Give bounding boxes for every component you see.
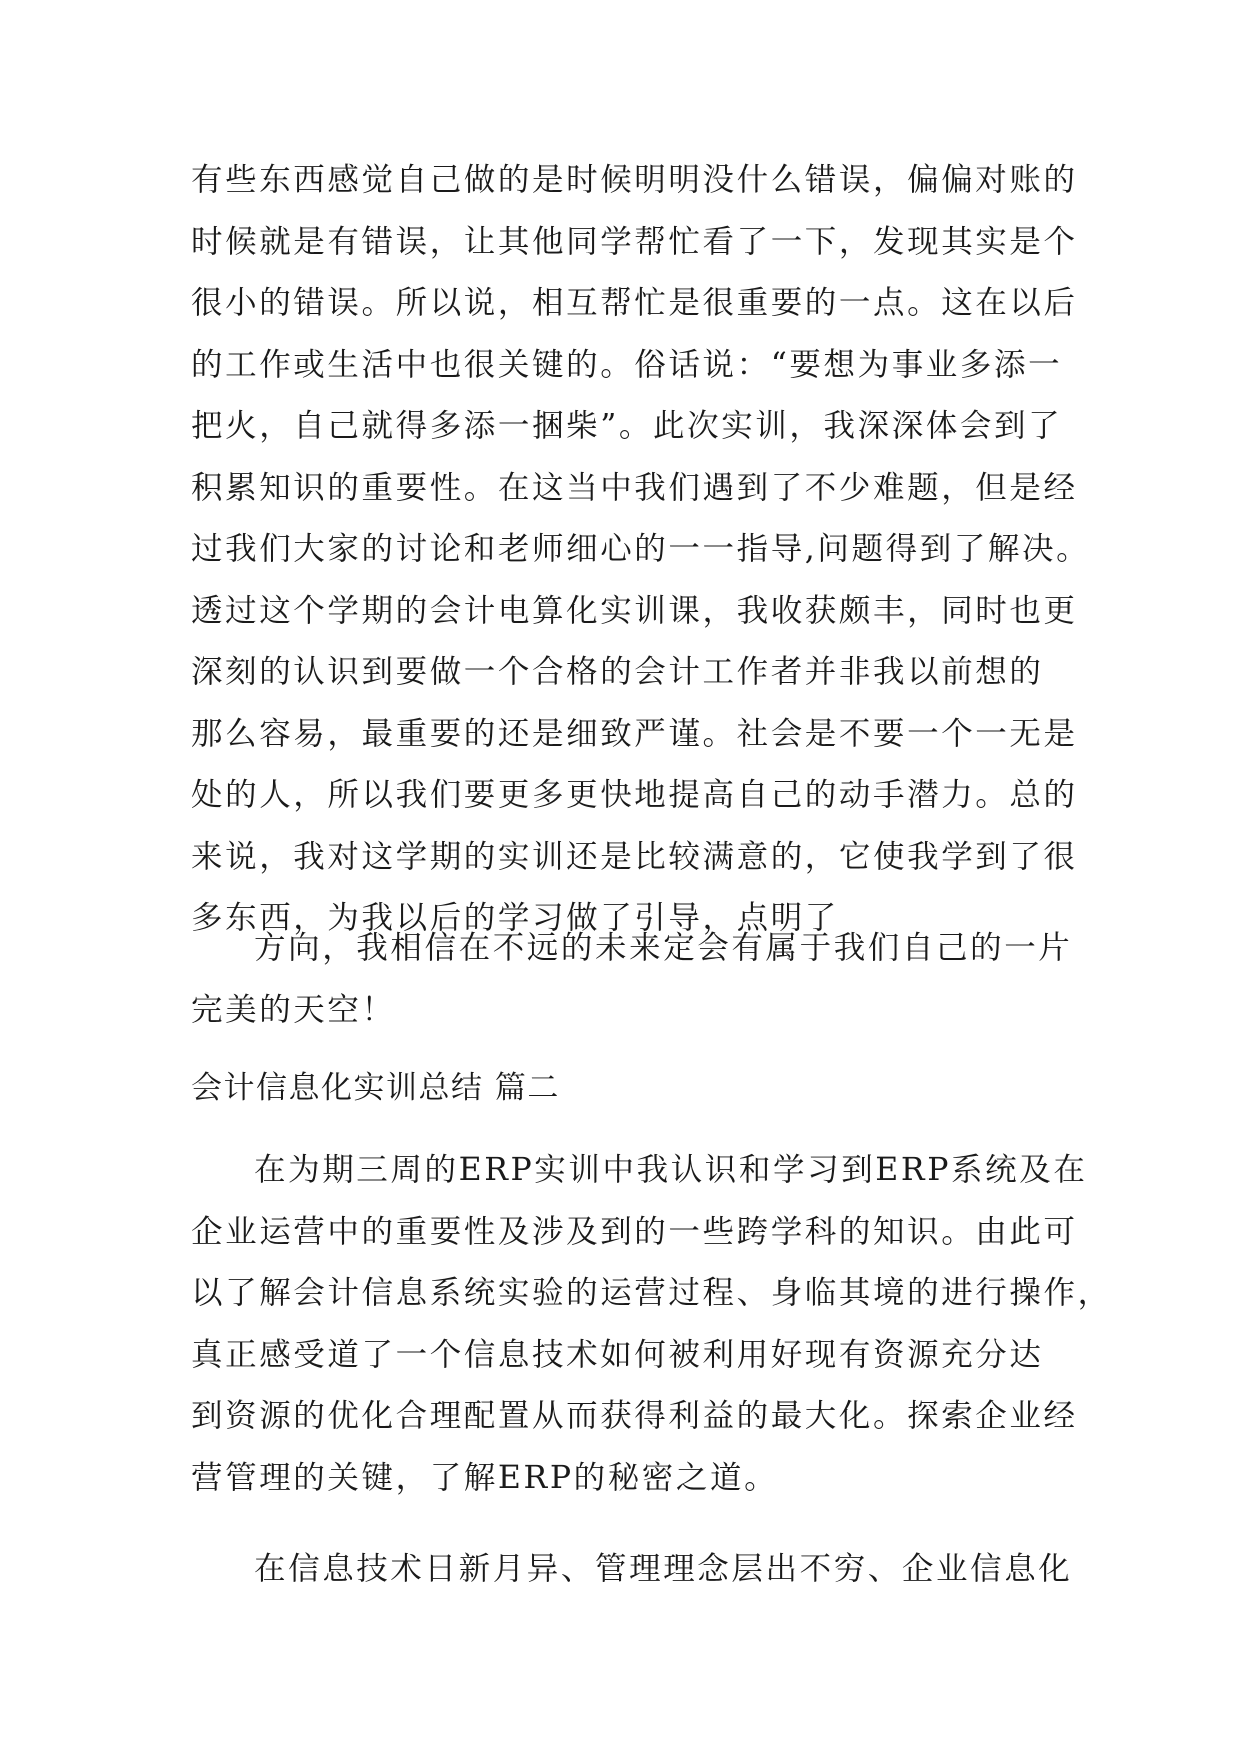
- text-line: 营管理的关键，了解ERP的秘密之道。: [191, 1459, 779, 1496]
- text-line: 到资源的优化合理配置从而获得利益的最大化。探索企业经: [191, 1398, 1078, 1434]
- text-line: 把火，自己就得多添一捆柴”。此次实训，我深深体会到了: [191, 408, 1063, 444]
- text-line: 以了解会计信息系统实验的运营过程、身临其境的进行操作，: [191, 1275, 1112, 1311]
- text-line: 真正感受道了一个信息技术如何被利用好现有资源充分达: [191, 1336, 1044, 1373]
- text-line: 处的人，所以我们要更多更快地提高自己的动手潜力。总的: [191, 777, 1078, 813]
- text-line: 的工作或生活中也很关键的。俗话说：“要想为事业多添一: [191, 346, 1063, 383]
- text-line: 企业运营中的重要性及涉及到的一些跨学科的知识。由此可: [191, 1213, 1078, 1250]
- text-line: 那么容易，最重要的还是细致严谨。社会是不要一个一无是: [191, 715, 1078, 752]
- paragraph-continuation: [191, 150, 1091, 950]
- text-line: 过我们大家的讨论和老师细心的一一指导,问题得到了解决。: [191, 531, 1091, 567]
- text-line: 在为期三周的ERP实训中我认识和学习到ERP系统及在: [254, 1152, 1088, 1188]
- section-heading: 会计信息化实训总结 篇二: [191, 1070, 560, 1106]
- text-line: 深刻的认识到要做一个合格的会计工作者并非我以前想的: [191, 654, 1044, 690]
- text-line: 在信息技术日新月异、管理理念层出不穷、企业信息化: [254, 1551, 1073, 1587]
- paragraph-information-tech: [191, 1539, 1073, 1601]
- text-line: 方向，我相信在不远的未来定会有属于我们自己的一片: [254, 930, 1073, 966]
- text-line: 时候就是有错误，让其他同学帮忙看了一下，发现其实是个: [191, 223, 1078, 260]
- paragraph-erp-intro: [191, 1140, 1112, 1509]
- text-line: 完美的天空！: [191, 991, 396, 1028]
- text-line: 来说，我对这学期的实训还是比较满意的，它使我学到了很: [191, 838, 1078, 875]
- paragraph-closing: [191, 918, 1073, 1041]
- text-line: 有些东西感觉自己做的是时候明明没什么错误，偏偏对账的: [191, 162, 1078, 198]
- text-line: 透过这个学期的会计电算化实训课，我收获颇丰，同时也更: [191, 592, 1078, 629]
- text-line: 很小的错误。所以说，相互帮忙是很重要的一点。这在以后: [191, 285, 1078, 321]
- text-line: 多东西，为我以后的学习做了引导，点明了: [191, 900, 839, 936]
- text-line: 积累知识的重要性。在这当中我们遇到了不少难题，但是经: [191, 469, 1078, 506]
